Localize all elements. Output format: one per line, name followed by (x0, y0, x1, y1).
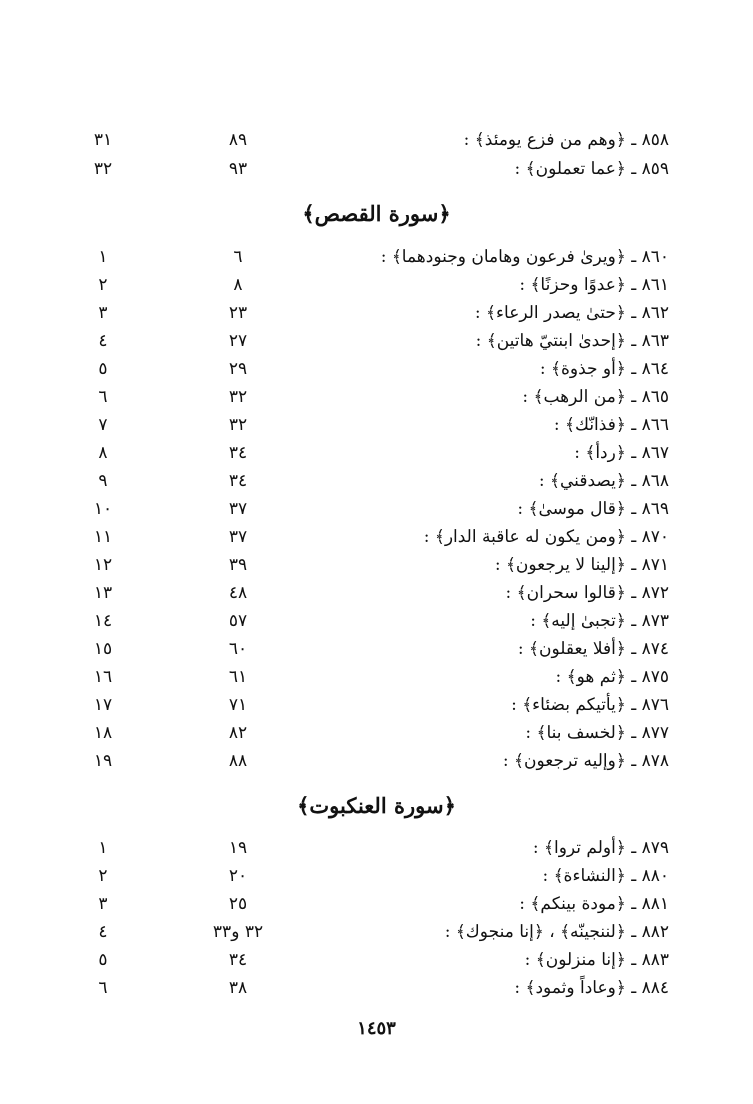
entry-text: ٨٥٩ ـ ﴿عما تعملون﴾ : (514, 159, 669, 179)
sequence-number: ٦ (98, 387, 108, 407)
surah-heading-ankabut: ﴿سورة العنكبوت﴾ (297, 793, 456, 818)
verse-number: ٣٢ (228, 387, 248, 407)
sequence-number: ٣ (98, 303, 108, 323)
verse-number: ٣٢ (228, 415, 248, 435)
table-row (0, 862, 753, 890)
sequence-number: ٣ (98, 894, 108, 914)
verse-number: ٦ (233, 247, 243, 267)
verse-number: ٧١ (228, 695, 248, 715)
entry-text: ٨٧٥ ـ ﴿ثم هو﴾ : (555, 667, 669, 687)
sequence-number: ١٦ (93, 667, 113, 687)
entry-text: ٨٦٨ ـ ﴿يصدقني﴾ : (538, 471, 669, 491)
sequence-number: ٢ (98, 275, 108, 295)
verse-number: ٣٩ (228, 555, 248, 575)
table-row (0, 747, 753, 775)
table-row (0, 607, 753, 635)
entry-text: ٨٧٠ ـ ﴿ومن يكون له عاقبة الدار﴾ : (423, 527, 669, 547)
entry-text: ٨٦٧ ـ ﴿ردأ﴾ : (574, 443, 669, 463)
entry-text: ٨٧٨ ـ ﴿وإليه ترجعون﴾ : (502, 751, 669, 771)
table-row (0, 719, 753, 747)
table-row (0, 155, 753, 183)
verse-number: ٤٨ (228, 583, 248, 603)
entry-text: ٨٧٣ ـ ﴿تجبىٰ إليه﴾ : (530, 611, 669, 631)
sequence-number: ١٩ (93, 751, 113, 771)
table-row (0, 551, 753, 579)
sequence-number: ٦ (98, 978, 108, 998)
table-row (0, 299, 753, 327)
table-row (0, 663, 753, 691)
entry-text: ٨٨٠ ـ ﴿النشاءة﴾ : (542, 866, 669, 886)
table-row (0, 890, 753, 918)
table-row (0, 523, 753, 551)
table-row (0, 243, 753, 271)
entry-text: ٨٧٩ ـ ﴿أولم تروا﴾ : (532, 838, 669, 858)
verse-number: ٣٤ (228, 471, 248, 491)
sequence-number: ٣١ (93, 130, 113, 150)
table-row (0, 355, 753, 383)
entry-text: ٨٦٥ ـ ﴿من الرهب﴾ : (522, 387, 669, 407)
entry-text: ٨٦٠ ـ ﴿ويرىٰ فرعون وهامان وجنودهما﴾ : (380, 247, 669, 267)
sequence-number: ٧ (98, 415, 108, 435)
entry-text: ٨٦٣ ـ ﴿إحدىٰ ابنتيّ هاتين﴾ : (475, 331, 669, 351)
entry-text: ٨٨٣ ـ ﴿إنا منزلون﴾ : (524, 950, 669, 970)
verse-number: ٢٧ (228, 331, 248, 351)
entry-text: ٨٨٤ ـ ﴿وعاداً وثمود﴾ : (514, 978, 669, 998)
sequence-number: ٩ (98, 471, 108, 491)
table-row (0, 495, 753, 523)
sequence-number: ١١ (93, 527, 113, 547)
verse-number: ٣٧ (228, 499, 248, 519)
sequence-number: ١٤ (93, 611, 113, 631)
sequence-number: ٣٢ (93, 159, 113, 179)
entry-text: ٨٧٢ ـ ﴿قالوا سحران﴾ : (505, 583, 669, 603)
verse-number: ٢٣ (228, 303, 248, 323)
sequence-number: ١٧ (93, 695, 113, 715)
verse-number: ٢٩ (228, 359, 248, 379)
sequence-number: ١ (98, 247, 108, 267)
table-row (0, 834, 753, 862)
verse-number: ٥٧ (228, 611, 248, 631)
sequence-number: ٥ (98, 950, 108, 970)
entry-text: ٨٧٧ ـ ﴿لخسف بنا﴾ : (525, 723, 669, 743)
sequence-number: ١٥ (93, 639, 113, 659)
table-row (0, 327, 753, 355)
verse-number: ٢٥ (228, 894, 248, 914)
verse-number: ٨٢ (228, 723, 248, 743)
table-row (0, 271, 753, 299)
table-row (0, 383, 753, 411)
table-row (0, 467, 753, 495)
table-row (0, 126, 753, 154)
verse-number: ٦٠ (228, 639, 248, 659)
table-row (0, 635, 753, 663)
entry-text: ٨٧١ ـ ﴿إلينا لا يرجعون﴾ : (494, 555, 669, 575)
verse-number: ٣٧ (228, 527, 248, 547)
sequence-number: ١٣ (93, 583, 113, 603)
entry-text: ٨٥٨ ـ ﴿وهم من فزع يومئذ﴾ : (463, 130, 669, 150)
entry-text: ٨٦٤ ـ ﴿أو جذوة﴾ : (539, 359, 669, 379)
entry-text: ٨٦١ ـ ﴿عدوًا وحزنًا﴾ : (519, 275, 669, 295)
entry-text: ٨٨١ ـ ﴿مودة بينكم﴾ : (519, 894, 669, 914)
sequence-number: ٥ (98, 359, 108, 379)
sequence-number: ١٢ (93, 555, 113, 575)
sequence-number: ٤ (98, 922, 108, 942)
sequence-number: ١٠ (93, 499, 113, 519)
page-number: ١٤٥٣ (357, 1018, 396, 1039)
entry-text: ٨٨٢ ـ ﴿لننجينّه﴾ ، ﴿إنا منجوك﴾ : (444, 922, 669, 942)
verse-number: ٩٣ (228, 159, 248, 179)
entry-text: ٨٧٤ ـ ﴿أفلا يعقلون﴾ : (517, 639, 669, 659)
entry-text: ٨٦٦ ـ ﴿فذانّك﴾ : (553, 415, 669, 435)
entry-text: ٨٦٩ ـ ﴿قال موسىٰ﴾ : (517, 499, 669, 519)
table-row (0, 946, 753, 974)
verse-number: ١٩ (228, 838, 248, 858)
verse-number: ٣٤ (228, 443, 248, 463)
verse-number: ٦١ (228, 667, 248, 687)
table-row (0, 974, 753, 1002)
table-row (0, 579, 753, 607)
sequence-number: ١ (98, 838, 108, 858)
table-row (0, 691, 753, 719)
surah-heading-qasas: ﴿سورة القصص﴾ (302, 201, 451, 226)
table-row (0, 411, 753, 439)
table-row (0, 439, 753, 467)
sequence-number: ١٨ (93, 723, 113, 743)
verse-number: ٣٤ (228, 950, 248, 970)
entry-text: ٨٧٦ ـ ﴿يأتيكم بضئاء﴾ : (511, 695, 669, 715)
verse-number: ٨ (233, 275, 243, 295)
verse-number: ٣٨ (228, 978, 248, 998)
verse-number: ٨٨ (228, 751, 248, 771)
verse-number: ٣٢ و٣٣ (212, 922, 264, 942)
verse-number: ٨٩ (228, 130, 248, 150)
sequence-number: ٢ (98, 866, 108, 886)
verse-number: ٢٠ (228, 866, 248, 886)
sequence-number: ٤ (98, 331, 108, 351)
sequence-number: ٨ (98, 443, 108, 463)
table-row (0, 918, 753, 946)
entry-text: ٨٦٢ ـ ﴿حتىٰ يصدر الرعاء﴾ : (474, 303, 669, 323)
